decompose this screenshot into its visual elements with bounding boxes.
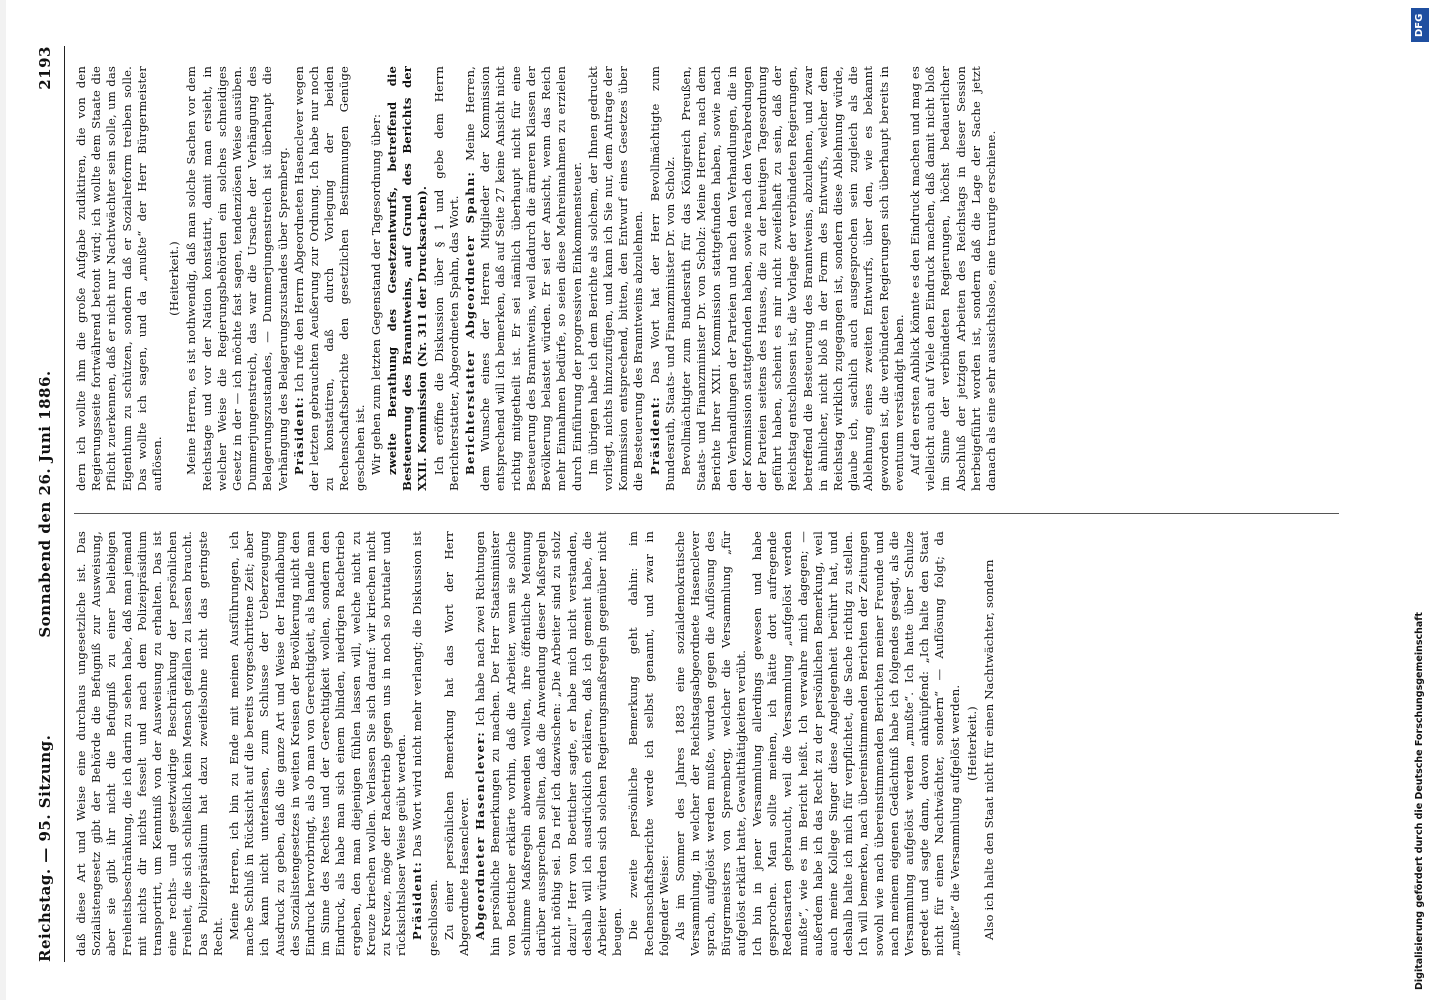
paragraph: [463, 66, 585, 491]
paragraph: [750, 531, 963, 956]
paragraph: [908, 66, 999, 491]
paragraph: [369, 66, 384, 491]
paragraph-text: Auf den ersten Anblick könnte es den Eindruck machen und mag es vielleicht auch auf Viele den Eindruck machen, daß damit nicht bloß im Sinne der verbündeten Regierungen, höchst bedauerlicher Abschluß der jetzigen Arbeiten des Reichstags in dieser Session herbeigeführt worden ist, sondern daß die Lage der Sache jetzt danach als eine sehr aussichtslose, eine traurige erschiene.: [907, 66, 998, 491]
text-column-right: [74, 66, 1339, 491]
paragraph: [586, 66, 647, 491]
stage-direction: [965, 531, 980, 956]
paragraph-text: Meine Herren, ich bin zu Ende mit meinen Ausführungen, ich mache Schluß in Rücksicht auf die bereits vorgeschrittene Zeit; aber ich kann nicht unterlassen, zum Schlusse der Ueberzeugung Ausdruck zu geben, daß die ganze Art und Weise der Handhabung des Sozialistengesetzes in weiten Kreisen der Bevölkerung nicht den Eindruck hervorbringt, als ob man von Gerechtigkeit, als handle man im Sinne des Rechtes und der Gerechtigkeit wollen, sondern den Eindruck, als habe man sich einem blinden, niedrigen Rachetrieb ergeben, den man diejenigen fühlen lassen will, welche nicht zu Kreuze kriechen wollen. Verlassen Sie sich darauf: wir kriechen nicht zu Kreuze, möge der Rachetrieb gegen uns in noch so brutaler und rücksichtsloser Weise geübt werden.: [227, 531, 409, 956]
column-divider: [74, 513, 1339, 514]
document-page: [8, 26, 1383, 986]
paragraph: [473, 531, 625, 956]
paragraph-text: Wir gehen zum letzten Gegenstand der Tagesordnung über:: [368, 113, 383, 475]
paragraph-text: dern ich wollte ihm die große Aufgabe zudiktiren, die von den Regierungsseite fortwährend betont wird; ich wollte dem Staate die Pflicht zuerkennen, daß er nicht nur Nachtwächter sein solle, um das Eigenthum zu schützen, sondern daß er Sozialreform treiben solle. Das wollte ich sagen, und da „mußte“ der Herr Bürgermeister auflösen.: [74, 66, 165, 491]
speaker-name: Abgeordneter Hasenclever:: [473, 731, 488, 940]
paragraph: [626, 531, 672, 956]
paragraph: [432, 66, 462, 491]
speaker-name: Präsident:: [647, 396, 662, 475]
paragraph: [648, 66, 678, 491]
paragraph-text: Zu einer persönlichen Bemerkung hat das Wort der Herr Abgeordnete Hasenclever.: [441, 531, 472, 956]
paragraph-text: Meine Herren, dem Wunsche eines der Herren Mitglieder der Kommission entsprechend will ich bemerken, daß auf Seite 27 keine Ansicht nicht richtig mitgetheilt ist. Er sei nämlich überhaupt nicht für eine Besteuerung des Branntweins, weil dadurch die ärmeren Klassen der Bevölkerung belastet würden. Er sei der Ansicht, wenn das Reich mehr Einnahmen bedürfe, so seien diese Mehreinnahmen zu erzielen durch Einführung der progressiven Einkommensteuer.: [463, 66, 584, 491]
paragraph: [74, 531, 226, 956]
paragraph: [292, 66, 368, 491]
paragraph: [442, 531, 472, 956]
header-session: Reichstag. — 95. Sitzung.: [36, 734, 54, 962]
paragraph: [385, 66, 431, 491]
paragraph-text: zweite Berathung des Gesetzentwurfs, betreffend die Besteuerung des Branntweins, auf Grund des Berichts der XXII. Kommission (Nr. 311 der Drucksachen).: [385, 66, 430, 491]
digitization-sidebar: [1408, 0, 1432, 1000]
text-column-left: [74, 531, 1339, 956]
paragraph-text: daß diese Art und Weise eine durchaus ungesetzliche ist. Das Sozialistengesetz gibt der Behörde die Befugniß zur Ausweisung, aber sie gibt ihr nicht die Befugniß zu einer beliebigen Freiheitsbeschränkung, die ich darin zu sehen habe, daß man jemand mit nichts dir nichts fesselt und nach dem Polizeipräsidium transportirt, um Kenntniß von der Ausweisung zu erhalten. Das ist eine rechts- und gesetzwidrige Beschränkung der persönlichen Freiheit, die sich schließlich kein Mensch gefallen zu lassen braucht. Das Polizeipräsidium hat dazu zweifelsohne nicht das geringste Recht.: [74, 531, 225, 956]
paragraph-text: Das Wort wird nicht mehr verlangt; die Diskussion ist geschlossen.: [410, 531, 440, 956]
paragraph: [673, 531, 749, 956]
paragraph-text: Das Wort hat der Herr Bevollmächtigte zum Bundesrath, Staats- und Finanzminister Dr. von Scholz.: [647, 66, 677, 491]
paragraph-text: Ich eröffne die Diskussion über § 1 und gebe dem Herrn Berichterstatter, Abgeordneten Spahn, das Wort.: [431, 66, 461, 491]
paragraph-text: Ich bin in jener Versammlung allerdings gewesen und habe gesprochen. Man sollte meinen, ich hätte dort aufregende Redensarten gebraucht, weil die Versammlung „aufgelöst werden mußte“, wie es im Bericht heißt. Ich verwahre mich dagegen; — außerdem habe ich das Recht zu der persönlichen Bemerkung, weil auch meine Kollege Singer diese Angelegenheit berührt hat, und deshalb halte ich mich für verpflichtet, die Sache richtig zu stellen. Ich will bemerken, nach übereinstimmenden Berichten der Zeitungen sowohl wie nach übereinstimmenden Berichten meiner Freunde und nach meinem eigenen Gedächtniß habe ich folgendes gesagt, als die Versammlung aufgelöst werden „mußte“. Ich hatte über Schulze geredet und sagte dann, davon anknüpfend: „Ich halte den Staat nicht für einen Nachtwächter, sondern“ — Auflösung folgt; da „mußte“ die Versammlung aufgelöst werden.: [749, 531, 962, 956]
funding-credit: Digitalisierung gefördert durch die Deutsche Forschungsgemeinschaft: [1414, 612, 1425, 990]
paragraph-text: Ich rufe den Herrn Abgeordneten Hasenclever wegen der letzten gebrauchten Aeußerung zur Ordnung. Ich habe nur noch zu konstatiren, daß durch Vorlegung der beiden Rechenschaftsberichte den gesetzlichen Bestimmungen Genüge geschehen ist.: [291, 66, 367, 491]
paragraph: [679, 66, 907, 491]
stage-direction: [167, 66, 182, 491]
paragraph-text: Meine Herren, es ist nothwendig, daß man solche Sachen vor dem Reichstage und vor der Nation konstatirt, damit man ersieht, in welcher Weise die Regierungsbehörden ein solches schneidiges Gesetz in der — ich möchte fast sagen, tendenziösen Weise ausüben. Dummerjungenstreich, das war die Ursache der Verhängung des Belagerungszustandes, — Dummerjungenstreich ist überhaupt die Verhängung des Belagerungszustandes über Spremberg.: [184, 66, 290, 491]
paragraph: [184, 66, 290, 491]
paragraph-text: Die zweite persönliche Bemerkung geht dahin: im Rechenschaftsberichte werde ich selbst genannt, und zwar in folgender Weise:: [626, 531, 671, 956]
paragraph-text: (Heiterkeit.): [964, 706, 979, 781]
page-number: 2193: [36, 46, 54, 90]
scan-edge: [0, 0, 6, 1000]
page-header: [28, 46, 65, 962]
paragraph-text: Bevollmächtigter zum Bundesrath für das Königreich Preußen, Staats- und Finanzminister Dr. von Scholz: Meine Herren, nach dem Berichte Ihrer XXII. Kommission stattgefunden haben, sowie nach den Verhandlungen der Parteien und nach den Verhandlungen, die in der Kommission stattgefunden haben, sowie nach den Verabredungen der Parteien seitens des Hauses, die zu der heutigen Tagesordnung geführt haben, scheint es mir nicht zweifelhaft zu sein, daß der Reichstag entschlossen ist, die Vorlage der verbündeten Regierungen, betreffend die Besteuerung des Branntweins, abzulehnen, und zwar in ähnlicher, nicht bloß in der Form des Entwurfs, welcher dem Reichstag wirklich zugegangen ist, sondern diese Ablehnung würde, glaube ich, sachlich auch ausgesprochen sein zugleich als die Ablehnung eines zweiten Entwurfs, über den, wie es bekannt geworden ist, die verbündeten Regierungen sich überhaupt bereits in eventuum verständigt haben.: [678, 66, 906, 491]
speaker-name: Berichterstatter Abgeordneter Spahn:: [463, 171, 478, 475]
header-date: Sonnabend den 26. Juni 1886.: [36, 370, 54, 638]
paragraph: [982, 531, 997, 956]
paragraph-text: (Heiterkeit.): [167, 241, 182, 316]
paragraph-text: Ich habe nach zwei Richtungen hin persönliche Bemerkungen zu machen. Der Herr Staatsminister von Boetticher erklärte vorhin, daß die Arbeiter, wenn sie solche schlimme Maßregeln abwenden wollten, ihre öffentliche Meinung darüber aussprechen sollten, daß die Anwendung dieser Maßregeln nicht nöthig sei. Da rief ich dazwischen: „Die Arbeiter sind zu stolz dazu!“ Herr von Boetticher sagte, er habe mich nicht verstanden, deshalb will ich ausdrücklich erklären, daß ich gemeint habe, die Arbeiter würden sich solchen Regierungsmaßregeln gegenüber nicht beugen.: [473, 531, 625, 956]
dfg-logo: DFG: [1411, 8, 1429, 42]
speaker-name: Präsident:: [291, 396, 306, 475]
paragraph-text: Als im Sommer des Jahres 1883 eine sozialdemokratische Versammlung, in welcher der Reichstagsabgeordnete Hasenclever sprach, aufgelöst werden mußte, wurden gegen die Auflösung des Bürgermeisters von Spremberg, welcher die Versammlung „für aufgelöst erklärt hatte, Gewaltthätigkeiten verübt.: [672, 531, 748, 956]
paragraph: [410, 531, 440, 956]
paragraph: [227, 531, 409, 956]
paragraph-text: Also ich halte den Staat nicht für einen Nachtwächter, sondern: [981, 559, 996, 940]
paragraph-text: Im übrigen habe ich dem Berichte als solchem, der Ihnen gedruckt vorliegt, nichts hinzuzufügen, und kann ich Sie nur, dem Antrage der Kommission entsprechend, bitten, den Entwurf eines Gesetzes über die Besteuerung des Branntweins abzulehnen.: [585, 66, 646, 491]
speaker-name: Präsident:: [410, 861, 425, 940]
paragraph: [74, 66, 165, 491]
